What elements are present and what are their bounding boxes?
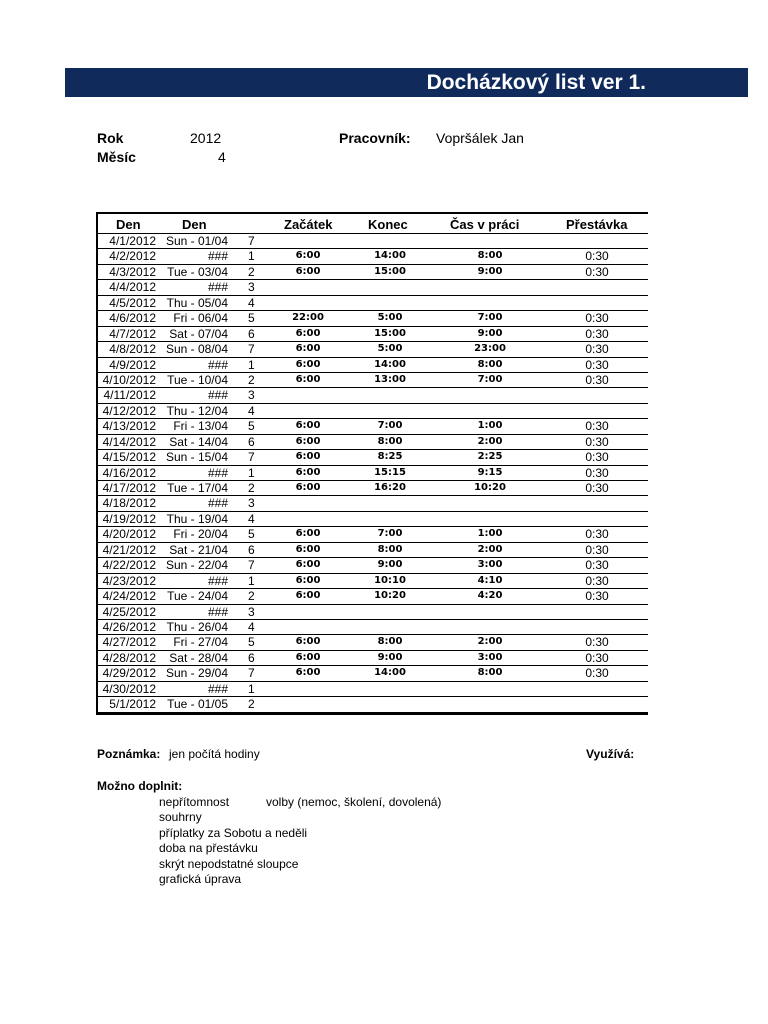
cell-weekday-num: 7 <box>248 234 255 248</box>
title-banner <box>65 68 748 97</box>
cell-date: 4/23/2012 <box>102 573 156 588</box>
cell-weekday-num: 2 <box>248 372 255 387</box>
cell-day: Sun - 22/04 <box>165 558 228 573</box>
cell-start: 6:00 <box>295 373 321 385</box>
cell-work-time: 8:00 <box>477 250 503 262</box>
cell-day: ### <box>207 249 228 264</box>
table-row <box>98 358 648 373</box>
cell-date: 4/6/2012 <box>109 311 156 326</box>
mozno-item: příplatky za Sobotu a neděli <box>159 826 308 840</box>
cell-day: Thu - 05/04 <box>166 295 228 310</box>
cell-weekday-num: 5 <box>248 311 255 326</box>
cell-start: 6:00 <box>295 543 321 555</box>
cell-day: Tue - 01/05 <box>167 697 228 712</box>
mozno-label: Možno doplnit: <box>97 779 183 793</box>
cell-break: 0:30 <box>585 264 609 279</box>
cell-date: 4/17/2012 <box>102 481 156 495</box>
table-row <box>98 404 648 419</box>
vyuziva-label: Využívá: <box>586 747 635 761</box>
cell-weekday-num: 1 <box>248 249 255 264</box>
cell-day: Fri - 27/04 <box>173 635 228 650</box>
table-row <box>98 512 648 527</box>
cell-day: ### <box>207 357 228 372</box>
col-header-work: Čas v práci <box>450 217 520 232</box>
col-header-start: Začátek <box>284 217 333 232</box>
cell-work-time: 9:15 <box>477 466 503 478</box>
cell-break: 0:30 <box>585 666 609 681</box>
cell-break: 0:30 <box>585 527 609 542</box>
cell-weekday-num: 2 <box>248 264 255 279</box>
cell-break: 0:30 <box>585 434 609 449</box>
cell-end: 15:15 <box>374 466 406 478</box>
poznamka-text: jen počítá hodiny <box>169 747 260 761</box>
pracovnik-label: Pracovník: <box>339 130 411 146</box>
cell-end: 10:10 <box>374 574 406 586</box>
cell-start: 6:00 <box>295 420 321 432</box>
cell-start: 6:00 <box>295 250 321 262</box>
cell-work-time: 3:00 <box>477 559 503 571</box>
cell-end: 7:00 <box>377 528 403 540</box>
cell-weekday-num: 3 <box>248 280 255 295</box>
cell-weekday-num: 3 <box>248 496 255 511</box>
cell-weekday-num: 6 <box>248 650 255 665</box>
cell-weekday-num: 2 <box>248 697 255 712</box>
table-row <box>98 481 648 496</box>
cell-date: 4/26/2012 <box>102 619 156 634</box>
cell-weekday-num: 4 <box>248 403 255 418</box>
cell-end: 8:00 <box>377 543 403 555</box>
cell-break: 0:30 <box>585 573 609 588</box>
cell-break: 0:30 <box>585 589 609 604</box>
cell-date: 4/5/2012 <box>109 295 156 310</box>
cell-date: 4/30/2012 <box>102 681 156 696</box>
col-header-break: Přestávka <box>566 217 628 232</box>
cell-break: 0:30 <box>585 542 609 557</box>
cell-break: 0:30 <box>585 372 609 387</box>
cell-weekday-num: 7 <box>248 450 255 465</box>
cell-day: Fri - 13/04 <box>173 419 228 434</box>
cell-weekday-num: 5 <box>248 527 255 542</box>
cell-start: 6:00 <box>295 435 321 447</box>
cell-date: 4/10/2012 <box>102 372 156 387</box>
table-row <box>98 543 648 558</box>
cell-day: Sat - 21/04 <box>169 542 228 557</box>
cell-start: 6:00 <box>295 559 321 571</box>
cell-date: 5/1/2012 <box>109 697 156 712</box>
cell-work-time: 9:00 <box>477 265 503 277</box>
cell-date: 4/29/2012 <box>102 666 156 681</box>
table-row <box>98 234 648 249</box>
cell-start: 6:00 <box>295 466 321 478</box>
table-row <box>98 605 648 620</box>
mesic-value: 4 <box>218 149 226 165</box>
cell-work-time: 7:00 <box>477 373 503 385</box>
cell-day: Thu - 26/04 <box>166 619 228 634</box>
cell-day: Fri - 06/04 <box>173 311 228 326</box>
cell-weekday-num: 2 <box>248 589 255 604</box>
table-row <box>98 589 648 604</box>
cell-work-time: 4:10 <box>477 574 503 586</box>
cell-date: 4/12/2012 <box>102 403 156 418</box>
cell-weekday-num: 1 <box>248 465 255 480</box>
cell-weekday-num: 1 <box>248 357 255 372</box>
cell-start: 6:00 <box>295 482 321 493</box>
cell-start: 6:00 <box>295 636 321 648</box>
cell-work-time: 2:00 <box>477 543 503 555</box>
cell-start: 6:00 <box>295 574 321 586</box>
cell-day: ### <box>207 604 228 619</box>
cell-day: Sun - 01/04 <box>165 234 228 248</box>
cell-end: 15:00 <box>374 327 406 339</box>
cell-date: 4/21/2012 <box>102 542 156 557</box>
cell-end: 9:00 <box>377 651 403 663</box>
col-header-day: Den <box>182 217 207 232</box>
table-row <box>98 373 648 388</box>
table-row <box>98 527 648 542</box>
cell-weekday-num: 5 <box>248 419 255 434</box>
table-row <box>98 574 648 589</box>
cell-start: 6:00 <box>295 265 321 277</box>
cell-day: ### <box>207 573 228 588</box>
cell-date: 4/20/2012 <box>102 527 156 542</box>
cell-break: 0:30 <box>585 635 609 650</box>
cell-day: Tue - 10/04 <box>167 372 228 387</box>
attendance-table <box>96 212 648 715</box>
cell-day: ### <box>207 465 228 480</box>
cell-end: 5:00 <box>377 312 403 324</box>
cell-day: ### <box>207 496 228 511</box>
rok-label: Rok <box>97 130 124 146</box>
cell-date: 4/13/2012 <box>102 419 156 434</box>
cell-break: 0:30 <box>585 249 609 264</box>
col-header-end: Konec <box>368 217 408 232</box>
mozno-item: grafická úprava <box>159 872 242 886</box>
cell-end: 7:00 <box>377 420 403 432</box>
table-row <box>98 466 648 481</box>
cell-end: 8:00 <box>377 435 403 447</box>
cell-break: 0:30 <box>585 357 609 372</box>
cell-work-time: 2:00 <box>477 435 503 447</box>
cell-end: 15:00 <box>374 265 406 277</box>
cell-work-time: 8:00 <box>477 358 503 370</box>
cell-day: Tue - 17/04 <box>167 481 228 495</box>
cell-end: 5:00 <box>377 343 403 355</box>
table-header <box>98 212 648 234</box>
cell-start: 6:00 <box>295 358 321 370</box>
cell-work-time: 3:00 <box>477 651 503 663</box>
cell-break: 0:30 <box>585 650 609 665</box>
cell-date: 4/8/2012 <box>109 342 156 357</box>
cell-start: 6:00 <box>295 528 321 540</box>
cell-date: 4/7/2012 <box>109 326 156 341</box>
cell-work-time: 4:20 <box>477 590 503 602</box>
table-row <box>98 419 648 434</box>
col-header-date: Den <box>116 217 141 232</box>
cell-day: Sat - 07/04 <box>169 326 228 341</box>
table-row <box>98 682 648 697</box>
cell-work-time: 1:00 <box>477 528 503 540</box>
cell-day: Sun - 29/04 <box>165 666 228 681</box>
cell-start: 6:00 <box>295 451 321 463</box>
cell-weekday-num: 7 <box>248 558 255 573</box>
cell-weekday-num: 5 <box>248 635 255 650</box>
cell-weekday-num: 7 <box>248 342 255 357</box>
mesic-label: Měsíc <box>97 149 136 165</box>
table-row <box>98 388 648 403</box>
table-row <box>98 697 648 712</box>
cell-weekday-num: 4 <box>248 295 255 310</box>
cell-weekday-num: 3 <box>248 388 255 403</box>
table-row <box>98 342 648 357</box>
cell-weekday-num: 1 <box>248 681 255 696</box>
cell-end: 13:00 <box>374 373 406 385</box>
cell-date: 4/2/2012 <box>109 249 156 264</box>
table-row <box>98 435 648 450</box>
cell-day: Sun - 08/04 <box>165 342 228 357</box>
cell-break: 0:30 <box>585 481 609 495</box>
cell-day: Fri - 20/04 <box>173 527 228 542</box>
cell-start: 6:00 <box>295 590 321 602</box>
cell-weekday-num: 3 <box>248 604 255 619</box>
cell-date: 4/16/2012 <box>102 465 156 480</box>
cell-day: ### <box>207 388 228 403</box>
cell-start: 6:00 <box>295 327 321 339</box>
cell-weekday-num: 1 <box>248 573 255 588</box>
cell-date: 4/11/2012 <box>103 388 156 403</box>
table-row <box>98 249 648 264</box>
cell-date: 4/25/2012 <box>102 604 156 619</box>
table-row <box>98 311 648 326</box>
table-row <box>98 635 648 650</box>
cell-date: 4/24/2012 <box>102 589 156 604</box>
cell-break: 0:30 <box>585 419 609 434</box>
cell-work-time: 10:20 <box>474 482 506 493</box>
volby-text: volby (nemoc, školení, dovolená) <box>266 795 442 809</box>
mozno-item: doba na přestávku <box>159 841 258 855</box>
cell-day: Tue - 24/04 <box>167 589 228 604</box>
cell-work-time: 9:00 <box>477 327 503 339</box>
cell-date: 4/1/2012 <box>109 234 156 248</box>
cell-day: Sun - 15/04 <box>165 450 228 465</box>
cell-weekday-num: 4 <box>248 511 255 526</box>
cell-break: 0:30 <box>585 311 609 326</box>
cell-weekday-num: 6 <box>248 434 255 449</box>
cell-day: ### <box>207 681 228 696</box>
cell-date: 4/4/2012 <box>109 280 156 295</box>
table-row <box>98 450 648 465</box>
poznamka-label: Poznámka: <box>97 747 161 761</box>
cell-day: Thu - 12/04 <box>166 403 228 418</box>
cell-date: 4/15/2012 <box>102 450 156 465</box>
cell-weekday-num: 6 <box>248 326 255 341</box>
cell-weekday-num: 2 <box>248 481 255 495</box>
cell-end: 14:00 <box>374 358 406 370</box>
cell-date: 4/18/2012 <box>102 496 156 511</box>
mozno-item: skrýt nepodstatné sloupce <box>159 857 299 871</box>
rok-value: 2012 <box>190 130 222 146</box>
cell-end: 16:20 <box>374 482 406 493</box>
cell-date: 4/3/2012 <box>109 264 156 279</box>
cell-day: Thu - 19/04 <box>166 511 228 526</box>
cell-start: 6:00 <box>295 667 321 679</box>
cell-weekday-num: 4 <box>248 619 255 634</box>
cell-end: 8:25 <box>377 451 403 463</box>
table-row <box>98 496 648 511</box>
cell-date: 4/19/2012 <box>102 511 156 526</box>
cell-break: 0:30 <box>585 342 609 357</box>
table-body <box>98 234 648 713</box>
mozno-item: nepřítomnost <box>159 795 230 809</box>
cell-end: 8:00 <box>377 636 403 648</box>
cell-work-time: 2:00 <box>477 636 503 648</box>
table-row <box>98 296 648 311</box>
mozno-item: souhrny <box>159 810 202 824</box>
table-row <box>98 327 648 342</box>
cell-day: Tue - 03/04 <box>167 264 228 279</box>
cell-day: ### <box>207 280 228 295</box>
cell-date: 4/14/2012 <box>102 434 156 449</box>
cell-break: 0:30 <box>585 450 609 465</box>
cell-work-time: 1:00 <box>477 420 503 432</box>
cell-day: Sat - 28/04 <box>169 650 228 665</box>
cell-end: 9:00 <box>377 559 403 571</box>
page-title: Docházkový list ver 1. <box>426 71 646 94</box>
cell-weekday-num: 7 <box>248 666 255 681</box>
cell-date: 4/28/2012 <box>102 650 156 665</box>
cell-break: 0:30 <box>585 558 609 573</box>
cell-break: 0:30 <box>585 326 609 341</box>
pracovnik-value: Vopršálek Jan <box>436 130 524 146</box>
cell-date: 4/9/2012 <box>109 357 156 372</box>
cell-work-time: 7:00 <box>477 312 503 324</box>
cell-work-time: 23:00 <box>474 343 506 355</box>
cell-date: 4/22/2012 <box>102 558 156 573</box>
cell-end: 14:00 <box>374 667 406 679</box>
cell-work-time: 8:00 <box>477 667 503 679</box>
table-row <box>98 265 648 280</box>
table-row <box>98 280 648 295</box>
cell-date: 4/27/2012 <box>102 635 156 650</box>
table-row <box>98 620 648 635</box>
cell-end: 10:20 <box>374 590 406 602</box>
table-row <box>98 651 648 666</box>
table-row <box>98 558 648 573</box>
cell-weekday-num: 6 <box>248 542 255 557</box>
cell-start: 6:00 <box>295 343 321 355</box>
cell-end: 14:00 <box>374 250 406 262</box>
cell-start: 6:00 <box>295 651 321 663</box>
cell-start: 22:00 <box>292 312 324 324</box>
cell-break: 0:30 <box>585 465 609 480</box>
cell-work-time: 2:25 <box>477 451 503 463</box>
cell-day: Sat - 14/04 <box>169 434 228 449</box>
table-row <box>98 666 648 681</box>
